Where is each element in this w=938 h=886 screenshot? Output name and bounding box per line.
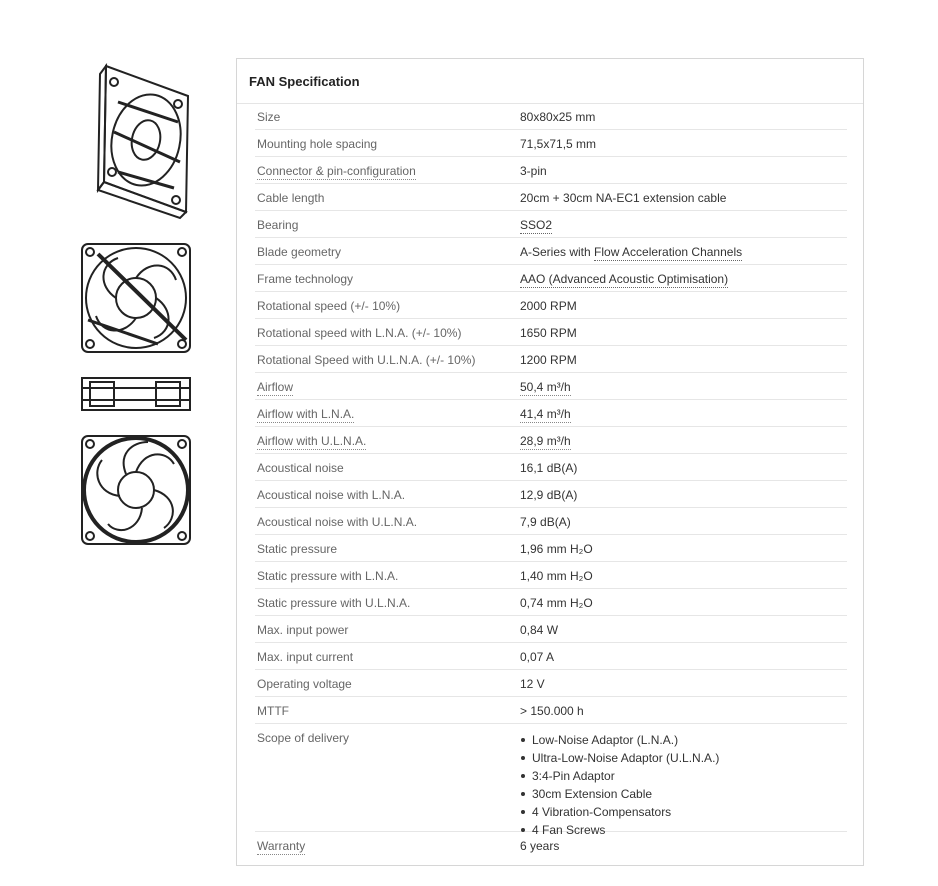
airflow-label-tooltip[interactable]: Airflow — [257, 380, 294, 394]
spec-value: 20cm + 30cm NA-EC1 extension cable — [520, 191, 727, 205]
spec-table — [255, 103, 847, 859]
airflow-ulna-label-tooltip[interactable]: Airflow with U.L.N.A. — [257, 434, 367, 448]
list-item: 4 Fan Screws — [532, 821, 847, 839]
spec-label: Blade geometry — [257, 245, 342, 259]
list-item: 3:4-Pin Adaptor — [532, 767, 847, 785]
spec-title: FAN Specification — [237, 59, 863, 104]
airflow-ulna-value-tooltip[interactable]: 28,9 m³/h — [520, 434, 571, 448]
warranty-label-tooltip[interactable]: Warranty — [257, 839, 306, 853]
spec-value: 3-pin — [520, 164, 547, 178]
spec-label: MTTF — [257, 704, 289, 718]
bearing-link[interactable]: SSO2 — [520, 218, 553, 232]
spec-label: Acoustical noise — [257, 461, 344, 475]
fan-isometric-image[interactable] — [78, 62, 194, 220]
spec-value: 80x80x25 mm — [520, 110, 596, 124]
spec-value: 0,74 mm H₂O — [520, 596, 593, 610]
spec-row-rotational-speed-ulna — [255, 346, 847, 373]
spec-label: Operating voltage — [257, 677, 352, 691]
spec-label: Static pressure with U.L.N.A. — [257, 596, 411, 610]
spec-value: 6 years — [520, 839, 560, 853]
list-item: Low-Noise Adaptor (L.N.A.) — [532, 731, 847, 749]
spec-row-mttf — [255, 697, 847, 724]
spec-value: 1,40 mm H₂O — [520, 569, 593, 583]
spec-row-airflow — [255, 373, 847, 400]
spec-value: 0,84 W — [520, 623, 559, 637]
spec-row-cable-length — [255, 184, 847, 211]
spec-row-airflow-lna — [255, 400, 847, 427]
spec-label: Max. input current — [257, 650, 354, 664]
airflow-value-tooltip[interactable]: 50,4 m³/h — [520, 380, 571, 394]
fan-side-image[interactable] — [78, 374, 194, 414]
spec-row-size — [255, 103, 847, 130]
spec-row-rotational-speed-lna — [255, 319, 847, 346]
spec-label: Acoustical noise with L.N.A. — [257, 488, 406, 502]
spec-row-static-pressure-lna — [255, 562, 847, 589]
spec-label-connector-tooltip[interactable]: Connector & pin-configuration — [257, 164, 416, 178]
spec-label: Static pressure — [257, 542, 338, 556]
airflow-lna-label-tooltip[interactable]: Airflow with L.N.A. — [257, 407, 355, 421]
spec-label: Static pressure with L.N.A. — [257, 569, 399, 583]
spec-label: Cable length — [257, 191, 325, 205]
spec-row-max-input-power — [255, 616, 847, 643]
spec-label: Mounting hole spacing — [257, 137, 378, 151]
list-item: Ultra-Low-Noise Adaptor (U.L.N.A.) — [532, 749, 847, 767]
spec-row-connector — [255, 157, 847, 184]
spec-label: Scope of delivery — [257, 731, 350, 745]
spec-row-acoustical-noise — [255, 454, 847, 481]
spec-row-max-input-current — [255, 643, 847, 670]
spec-row-static-pressure-ulna — [255, 589, 847, 616]
fan-front-image[interactable] — [78, 240, 194, 356]
spec-label: Acoustical noise with U.L.N.A. — [257, 515, 418, 529]
fan-specification-panel — [236, 58, 864, 866]
aao-link[interactable]: AAO (Advanced Acoustic Optimisation) — [520, 272, 729, 286]
spec-row-scope-of-delivery — [255, 724, 847, 837]
spec-row-frame-technology — [255, 265, 847, 292]
spec-value: 12 V — [520, 677, 545, 691]
delivery-list — [520, 731, 847, 839]
spec-label: Size — [257, 110, 281, 124]
spec-row-bearing — [255, 211, 847, 238]
fan-rear-image[interactable] — [78, 432, 194, 548]
spec-value: 1200 RPM — [520, 353, 577, 367]
spec-value: 7,9 dB(A) — [520, 515, 571, 529]
spec-row-blade-geometry — [255, 238, 847, 265]
spec-row-mounting-hole-spacing — [255, 130, 847, 157]
spec-value: 71,5x71,5 mm — [520, 137, 597, 151]
spec-row-operating-voltage — [255, 670, 847, 697]
list-item: 30cm Extension Cable — [532, 785, 847, 803]
spec-value: 12,9 dB(A) — [520, 488, 578, 502]
spec-label: Max. input power — [257, 623, 349, 637]
spec-value: 1,96 mm H₂O — [520, 542, 593, 556]
spec-row-rotational-speed — [255, 292, 847, 319]
spec-row-acoustical-noise-lna — [255, 481, 847, 508]
spec-label: Bearing — [257, 218, 299, 232]
spec-value: 0,07 A — [520, 650, 555, 664]
spec-value-prefix: A-Series with — [520, 245, 595, 259]
spec-row-acoustical-noise-ulna — [255, 508, 847, 535]
spec-row-airflow-ulna — [255, 427, 847, 454]
spec-label: Rotational speed (+/- 10%) — [257, 299, 401, 313]
spec-label: Frame technology — [257, 272, 354, 286]
spec-value: 1650 RPM — [520, 326, 577, 340]
spec-label: Rotational Speed with U.L.N.A. (+/- 10%) — [257, 353, 476, 367]
spec-row-static-pressure — [255, 535, 847, 562]
spec-value: 2000 RPM — [520, 299, 577, 313]
spec-value: > 150.000 h — [520, 704, 584, 718]
list-item: 4 Vibration-Compensators — [532, 803, 847, 821]
spec-label: Rotational speed with L.N.A. (+/- 10%) — [257, 326, 462, 340]
spec-value: 16,1 dB(A) — [520, 461, 578, 475]
airflow-lna-value-tooltip[interactable]: 41,4 m³/h — [520, 407, 571, 421]
flow-acceleration-channels-link[interactable]: Flow Acceleration Channels — [594, 245, 743, 259]
